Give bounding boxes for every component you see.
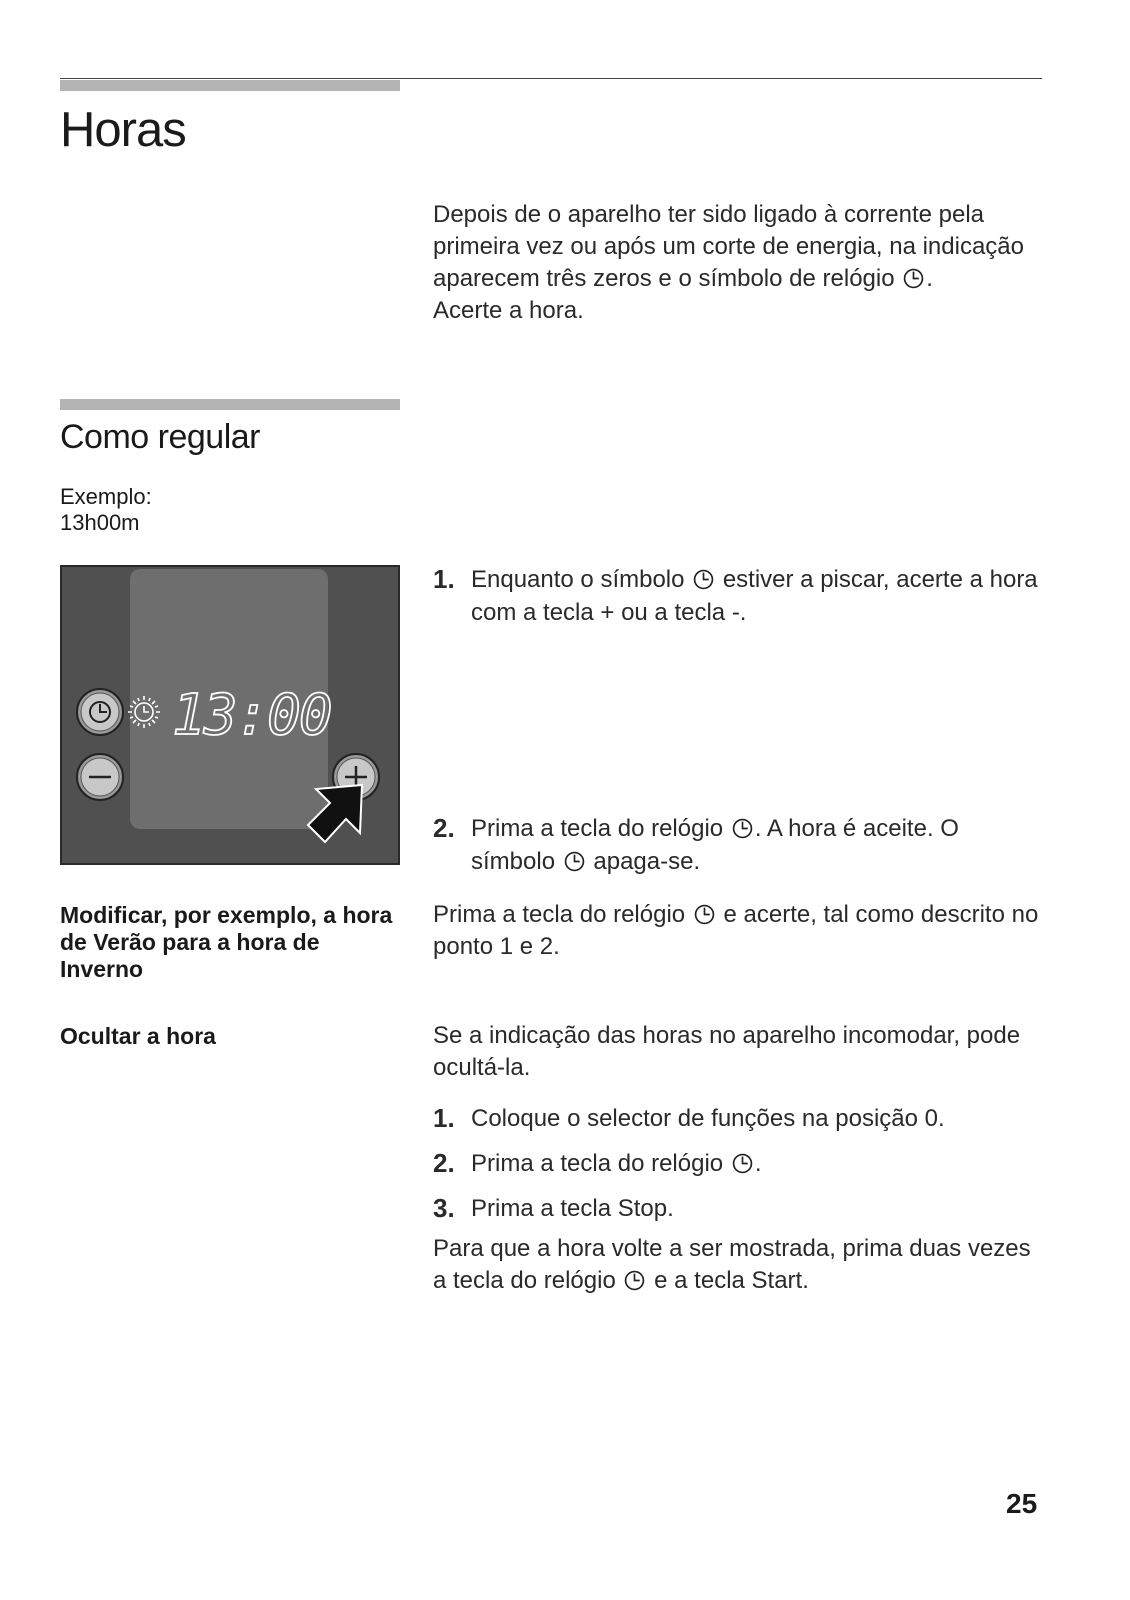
- header-bar: [60, 80, 400, 91]
- step-number: 2.: [433, 813, 455, 843]
- clock-icon: [732, 1153, 753, 1174]
- hide-step-2: 2. Prima a tecla do relógio .: [433, 1148, 762, 1178]
- flashing-clock-icon: [128, 696, 160, 728]
- section-bar: [60, 399, 400, 410]
- example-value: 13h00m: [60, 510, 140, 535]
- example-label: Exemplo:: [60, 484, 152, 509]
- set-step-2: 2. Prima a tecla do relógio . A hora é aceite. O símbolo apaga-se.: [433, 812, 1043, 878]
- clock-button-icon: [77, 689, 123, 735]
- clock-icon: [694, 904, 715, 925]
- modify-label: Modificar, por exemplo, a hora de Verão para a hora de Inverno: [60, 902, 393, 982]
- step-number: 1.: [433, 564, 455, 594]
- display-graphics: [62, 567, 398, 863]
- minus-button-icon: [77, 754, 123, 800]
- modify-text: Prima a tecla do relógio e acerte, tal como descrito no ponto 1 e 2.: [433, 901, 1039, 960]
- hide-step-3: 3. Prima a tecla Stop.: [433, 1193, 674, 1223]
- hide-label: Ocultar a hora: [60, 1023, 216, 1049]
- clock-icon: [732, 818, 753, 839]
- display-time: 13:00: [172, 683, 331, 748]
- hide-intro: Se a indicação das horas no aparelho incomodar, pode ocultá-la.: [433, 1022, 1021, 1081]
- page-title: Horas: [60, 103, 186, 157]
- clock-icon: [564, 851, 585, 872]
- clock-icon: [624, 1270, 645, 1291]
- control-panel-illustration: [60, 565, 400, 865]
- clock-icon: [903, 268, 924, 289]
- hide-outro: Para que a hora volte a ser mostrada, prima duas vezes a tecla do relógio e a tecla Start.: [433, 1235, 1031, 1294]
- arrow-pointer-icon: [308, 785, 362, 842]
- header-rule: [60, 78, 1042, 79]
- hide-step-1: 1. Coloque o selector de funções na posição 0.: [433, 1103, 945, 1133]
- hide-steps: [433, 1102, 1043, 1225]
- example-block: [60, 484, 152, 536]
- intro-text: Depois de o aparelho ter sido ligado à corrente pela primeira vez ou após um corte de energia, na indicação aparecem três zeros e o símbolo de relógio: [433, 201, 1024, 292]
- intro-instruction: Acerte a hora.: [433, 297, 584, 324]
- set-step-1: 1. Enquanto o símbolo estiver a piscar, acerte a hora com a tecla + ou a tecla -.: [433, 563, 1043, 629]
- page-number: 25: [1006, 1488, 1038, 1519]
- clock-icon: [693, 569, 714, 590]
- section-title: Como regular: [60, 418, 260, 456]
- intro-paragraph: Depois de o aparelho ter sido ligado à corrente pela primeira vez ou após um corte de energia, na indicação aparecem três zeros e o símbolo de relógio . Acerte a hora.: [433, 201, 1024, 324]
